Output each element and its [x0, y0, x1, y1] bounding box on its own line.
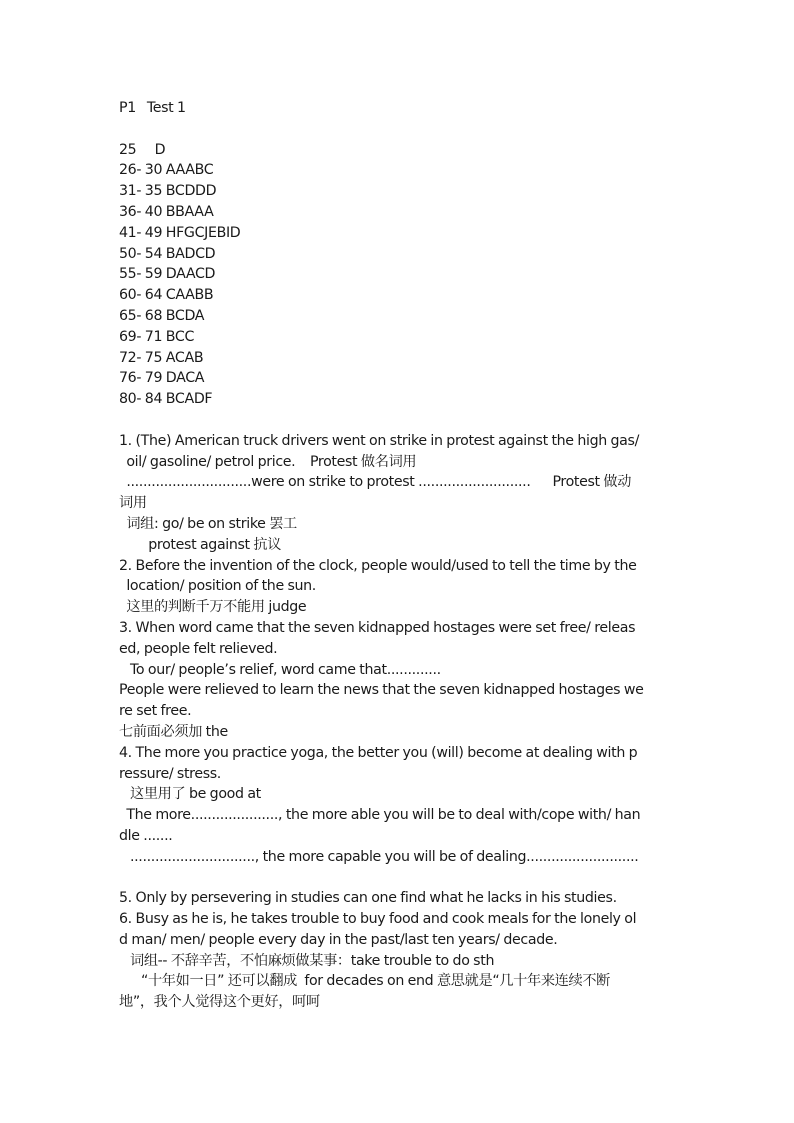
answer-line: 60- 64 CAABB	[119, 287, 214, 304]
text-line: ..............................were on strike to protest ........................... Protest 做动	[119, 474, 632, 491]
answer-key-document	[119, 98, 679, 1013]
text-line: location/ position of the sun.	[119, 578, 316, 595]
page-title: P1 Test 1	[119, 100, 186, 116]
text-line: “十年如一日” 还可以翻成 for decades on end 意思就是“几十年来连续不断	[119, 973, 611, 990]
answer-line: 76- 79 DACA	[119, 370, 205, 387]
text-line: ressure/ stress.	[119, 765, 221, 782]
text-line: protest against 抗议	[119, 536, 282, 553]
text-line: 这里用了 be good at	[119, 786, 261, 803]
text-line: 词组-- 不辞辛苦，不怕麻烦做某事：take trouble to do sth	[119, 952, 495, 969]
text-line: 地”，我个人觉得这个更好，呵呵	[119, 994, 320, 1011]
answer-line: 25 D	[119, 141, 166, 158]
answer-line: 41- 49 HFGCJEBID	[119, 224, 241, 241]
text-line: To our/ people’s relief, word came that.............	[119, 661, 441, 678]
answer-line: 55- 59 DAACD	[119, 266, 216, 283]
text-line: 5. Only by persevering in studies can one find what he lacks in his studies.	[119, 890, 617, 907]
text-line: 词组: go/ be on strike 罢工	[119, 515, 297, 532]
text-line: 这里的判断千万不能用 judge	[119, 599, 307, 616]
text-line: ed, people felt relieved.	[119, 640, 278, 657]
spacer	[119, 867, 679, 888]
text-line: 七前面必须加 the	[119, 723, 228, 740]
text-line: re set free.	[119, 703, 192, 720]
text-line: d man/ men/ people every day in the past/last ten years/ decade.	[119, 931, 558, 948]
text-line: dle .......	[119, 827, 173, 844]
answer-list	[119, 140, 679, 410]
answer-line: 36- 40 BBAAA	[119, 203, 214, 220]
answer-line: 69- 71 BCC	[119, 328, 195, 345]
answer-line: 80- 84 BCADF	[119, 391, 213, 408]
text-line: 4. The more you practice yoga, the better you (will) become at dealing with p	[119, 744, 638, 761]
answer-line: 31- 35 BCDDD	[119, 183, 217, 200]
answer-line: 72- 75 ACAB	[119, 349, 204, 366]
text-line: 2. Before the invention of the clock, people would/used to tell the time by the	[119, 557, 637, 574]
translation-section-1-4	[119, 431, 679, 868]
translation-section-5-6	[119, 888, 679, 1013]
spacer	[119, 410, 679, 431]
text-line: .............................., the more capable you will be of dealing...........................	[119, 848, 639, 865]
answer-line: 65- 68 BCDA	[119, 307, 205, 324]
text-line: 3. When word came that the seven kidnapped hostages were set free/ releas	[119, 619, 636, 636]
text-line: oil/ gasoline/ petrol price. Protest 做名词用	[119, 453, 417, 470]
text-line: 6. Busy as he is, he takes trouble to buy food and cook meals for the lonely ol	[119, 911, 637, 928]
answer-line: 50- 54 BADCD	[119, 245, 216, 262]
spacer	[119, 119, 679, 140]
answer-line: 26- 30 AAABC	[119, 162, 214, 179]
text-line: 1. (The) American truck drivers went on strike in protest against the high gas/	[119, 432, 640, 449]
text-line: The more....................., the more able you will be to deal with/cope with/ han	[119, 807, 641, 824]
text-line: 词用	[119, 495, 147, 512]
text-line: People were relieved to learn the news that the seven kidnapped hostages we	[119, 682, 644, 699]
